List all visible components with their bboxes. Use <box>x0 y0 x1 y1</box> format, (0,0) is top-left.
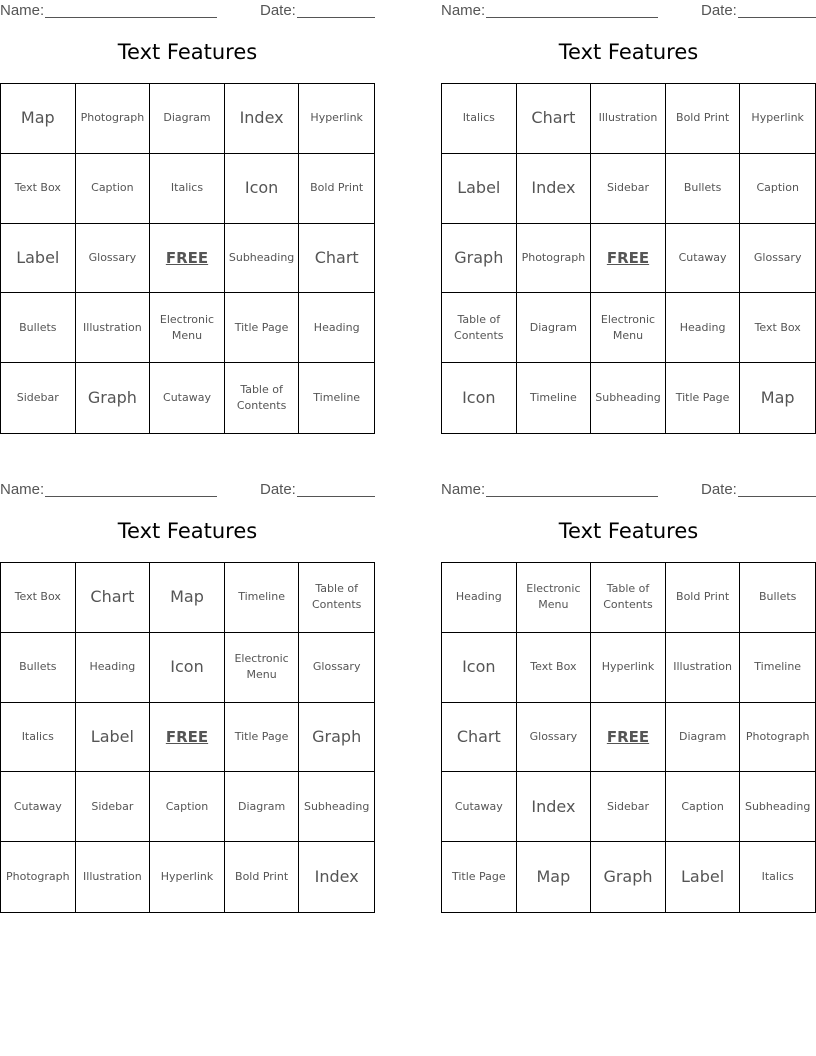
bingo-cell[interactable]: Photograph <box>76 84 151 154</box>
bingo-cell[interactable]: Hyperlink <box>740 84 815 154</box>
bingo-cell[interactable]: Title Page <box>666 363 741 433</box>
bingo-cell[interactable]: Caption <box>740 154 815 224</box>
bingo-grid <box>441 83 816 434</box>
bingo-cell[interactable]: Chart <box>299 224 374 294</box>
bingo-cell[interactable]: Bold Print <box>225 842 300 912</box>
bingo-cell[interactable]: Graph <box>591 842 666 912</box>
name-blank[interactable] <box>45 17 217 18</box>
name-date-row <box>441 0 816 20</box>
bingo-cell[interactable]: Sidebar <box>591 154 666 224</box>
bingo-cell[interactable]: Cutaway <box>442 772 517 842</box>
bingo-cell[interactable]: Photograph <box>517 224 592 294</box>
bingo-cell[interactable]: Text Box <box>1 154 76 224</box>
date-label: Date: <box>260 2 296 19</box>
bingo-cell[interactable]: Glossary <box>517 703 592 773</box>
bingo-cell[interactable]: Bold Print <box>666 563 741 633</box>
bingo-cell[interactable]: Icon <box>225 154 300 224</box>
bingo-cell[interactable]: Label <box>76 703 151 773</box>
bingo-cell[interactable]: Subheading <box>740 772 815 842</box>
bingo-cell[interactable]: Label <box>1 224 76 294</box>
bingo-cell[interactable]: Illustration <box>76 842 151 912</box>
bingo-cell[interactable]: Cutaway <box>1 772 76 842</box>
bingo-cell[interactable]: Table of Contents <box>225 363 300 433</box>
date-label: Date: <box>701 2 737 19</box>
bingo-cell[interactable]: Diagram <box>517 293 592 363</box>
bingo-cell[interactable]: Bullets <box>666 154 741 224</box>
card-title: Text Features <box>558 40 699 64</box>
bingo-cell[interactable]: Graph <box>76 363 151 433</box>
bingo-cell[interactable]: Bullets <box>1 293 76 363</box>
bingo-cell[interactable]: Text Box <box>1 563 76 633</box>
bingo-cell[interactable]: Cutaway <box>666 224 741 294</box>
free-space-cell[interactable]: FREE <box>591 703 666 773</box>
bingo-cell[interactable]: Diagram <box>666 703 741 773</box>
bingo-cell[interactable]: Glossary <box>740 224 815 294</box>
bingo-cell[interactable]: Timeline <box>225 563 300 633</box>
bingo-cell[interactable]: Table of Contents <box>299 563 374 633</box>
bingo-cell[interactable]: Cutaway <box>150 363 225 433</box>
name-blank[interactable] <box>486 496 658 497</box>
bingo-card-1 <box>0 0 375 434</box>
name-blank[interactable] <box>486 17 658 18</box>
bingo-cell[interactable]: Chart <box>517 84 592 154</box>
date-blank[interactable] <box>738 496 816 497</box>
bingo-cell[interactable]: Electronic Menu <box>517 563 592 633</box>
date-label: Date: <box>701 481 737 498</box>
bingo-cell[interactable]: Italics <box>442 84 517 154</box>
bingo-cell[interactable]: Index <box>517 772 592 842</box>
name-label: Name: <box>0 2 45 19</box>
bingo-cell[interactable]: Index <box>314 867 359 887</box>
bingo-cell[interactable]: Table of Contents <box>591 563 666 633</box>
bingo-cell[interactable]: Caption <box>150 772 225 842</box>
bingo-cell[interactable]: Text Box <box>740 293 815 363</box>
bingo-cell[interactable]: Heading <box>666 293 741 363</box>
bingo-card-4 <box>441 479 816 913</box>
bingo-card-2 <box>441 0 816 434</box>
bingo-cell[interactable]: Diagram <box>225 772 300 842</box>
card-title: Text Features <box>117 519 258 543</box>
bingo-cell[interactable]: Map <box>517 842 592 912</box>
bingo-cell[interactable]: Heading <box>442 563 517 633</box>
bingo-cell[interactable]: Map <box>1 84 76 154</box>
bingo-cell[interactable]: Map <box>150 563 225 633</box>
bingo-cell[interactable]: Graph <box>442 224 517 294</box>
bingo-cell[interactable]: Graph <box>299 703 374 773</box>
bingo-cell[interactable]: Sidebar <box>1 363 76 433</box>
bingo-cell[interactable]: Bullets <box>1 633 76 703</box>
bingo-cell[interactable]: Bold Print <box>666 84 741 154</box>
name-date-row <box>441 479 816 499</box>
date-blank[interactable] <box>738 17 816 18</box>
name-date-row <box>0 0 375 20</box>
bingo-cell[interactable]: Sidebar <box>591 772 666 842</box>
bingo-cell[interactable]: Hyperlink <box>299 84 374 154</box>
bingo-grid <box>0 83 375 434</box>
bingo-cell[interactable]: Subheading <box>299 772 374 842</box>
bingo-grid <box>441 562 816 913</box>
date-label: Date: <box>260 481 296 498</box>
bingo-cell[interactable]: Electronic Menu <box>225 633 300 703</box>
bingo-cell[interactable]: Caption <box>666 772 741 842</box>
bingo-cell[interactable]: Glossary <box>76 224 151 294</box>
bingo-cell[interactable]: Timeline <box>313 391 361 405</box>
card-title: Text Features <box>117 40 258 64</box>
date-blank[interactable] <box>297 496 375 497</box>
bingo-cell[interactable]: Sidebar <box>76 772 151 842</box>
bingo-cell[interactable]: Title Page <box>225 703 300 773</box>
bingo-cell[interactable]: Index <box>517 154 592 224</box>
bingo-cell[interactable]: Chart <box>442 703 517 773</box>
name-blank[interactable] <box>45 496 217 497</box>
bingo-cell[interactable]: Heading <box>76 633 151 703</box>
free-space-cell[interactable]: FREE <box>150 703 225 773</box>
name-label: Name: <box>441 481 486 498</box>
bingo-cell[interactable]: Icon <box>442 633 517 703</box>
bingo-cell[interactable]: Table of Contents <box>442 293 517 363</box>
bingo-cell[interactable]: Map <box>760 388 795 408</box>
bingo-cell[interactable]: Diagram <box>150 84 225 154</box>
name-label: Name: <box>441 2 486 19</box>
bingo-cell[interactable]: Timeline <box>517 363 592 433</box>
bingo-cell[interactable]: Hyperlink <box>591 633 666 703</box>
bingo-card-3 <box>0 479 375 913</box>
bingo-cell[interactable]: Timeline <box>740 633 815 703</box>
bingo-cell[interactable]: Bold Print <box>299 154 374 224</box>
free-space-cell[interactable]: FREE <box>591 224 666 294</box>
card-title: Text Features <box>558 519 699 543</box>
bingo-cell[interactable]: Label <box>666 842 741 912</box>
bingo-cell[interactable]: Index <box>225 84 300 154</box>
bingo-cell[interactable]: Glossary <box>299 633 374 703</box>
name-date-row <box>0 479 375 499</box>
date-blank[interactable] <box>297 17 375 18</box>
bingo-cell[interactable]: Caption <box>76 154 151 224</box>
bingo-cell[interactable]: Title Page <box>442 842 517 912</box>
name-label: Name: <box>0 481 45 498</box>
bingo-cell[interactable]: Italics <box>761 870 794 884</box>
bingo-cell[interactable]: Icon <box>150 633 225 703</box>
bingo-cell[interactable]: Chart <box>76 563 151 633</box>
bingo-cell[interactable]: Subheading <box>225 224 300 294</box>
bingo-cell[interactable]: Illustration <box>591 84 666 154</box>
bingo-cell[interactable]: Hyperlink <box>150 842 225 912</box>
bingo-cell[interactable]: Illustration <box>76 293 151 363</box>
bingo-cell[interactable]: Photograph <box>740 703 815 773</box>
bingo-cell[interactable]: Label <box>442 154 517 224</box>
bingo-cell[interactable]: Icon <box>442 363 517 433</box>
bingo-cell[interactable]: Subheading <box>591 363 666 433</box>
bingo-cell[interactable]: Italics <box>150 154 225 224</box>
bingo-cell[interactable]: Text Box <box>517 633 592 703</box>
bingo-cell[interactable]: Illustration <box>666 633 741 703</box>
bingo-cell[interactable]: Title Page <box>225 293 300 363</box>
bingo-cell[interactable]: Italics <box>1 703 76 773</box>
bingo-cell[interactable]: Electronic Menu <box>150 293 225 363</box>
bingo-cell[interactable]: Photograph <box>1 842 76 912</box>
free-space-cell[interactable]: FREE <box>150 224 225 294</box>
bingo-cell[interactable]: Electronic Menu <box>591 293 666 363</box>
bingo-cell[interactable]: Heading <box>299 293 374 363</box>
bingo-grid <box>0 562 375 913</box>
bingo-cell[interactable]: Bullets <box>740 563 815 633</box>
